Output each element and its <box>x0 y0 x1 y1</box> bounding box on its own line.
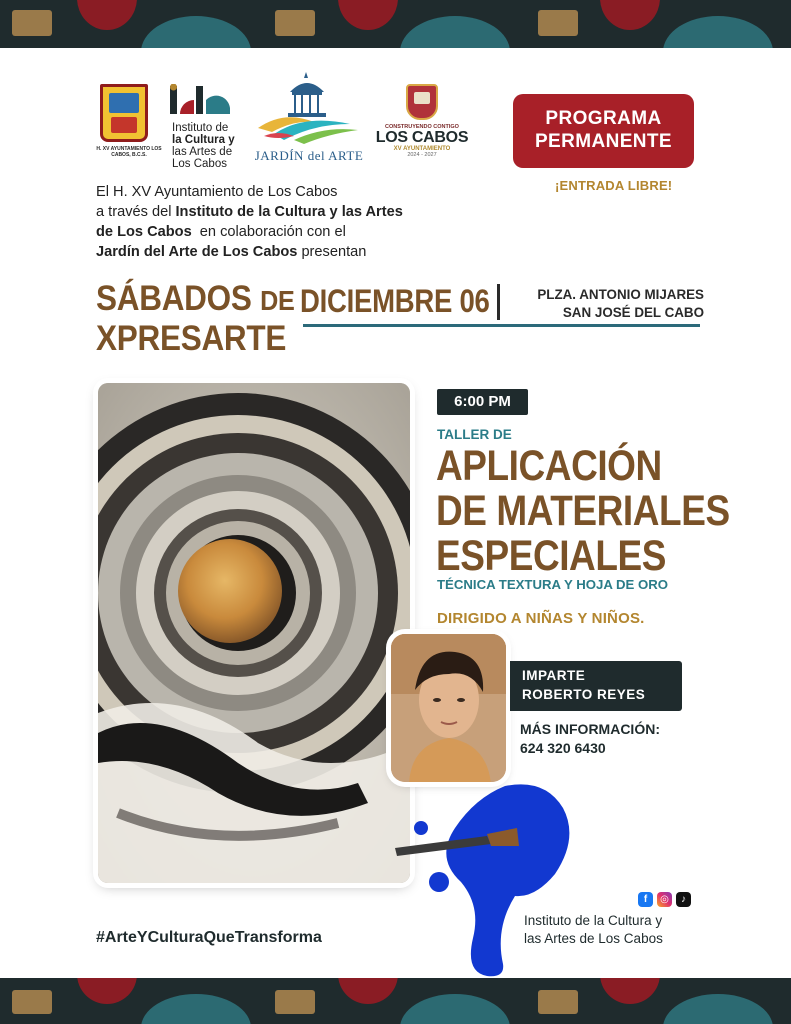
los-cabos-tagline: CONSTRUYENDO CONTIGO <box>385 124 459 130</box>
workshop-technique: TÉCNICA TEXTURA Y HOJA DE ORO <box>437 577 669 592</box>
intro-text: en colaboración con el <box>191 224 346 240</box>
intro-paragraph <box>96 182 496 262</box>
icla-line: Los Cabos <box>172 158 227 170</box>
kiosk-icon <box>254 70 364 148</box>
institute-line: Instituto de la Cultura y <box>524 913 663 928</box>
icla-mark-icon <box>170 84 234 116</box>
event-place <box>508 286 704 322</box>
institute-line: las Artes de Los Cabos <box>524 931 663 946</box>
instructor-name: ROBERTO REYES <box>522 687 646 702</box>
workshop-title-line: DE MATERIALES <box>436 487 730 535</box>
tiktok-icon[interactable]: ♪ <box>676 892 691 907</box>
los-cabos-name: LOS CABOS <box>375 129 469 146</box>
title-de: DE <box>260 285 295 316</box>
workshop-title <box>436 444 730 579</box>
intro-line <box>96 222 496 242</box>
los-cabos-years: 2024 - 2027 <box>407 152 437 158</box>
intro-text: a través del <box>96 204 176 220</box>
top-decorative-border <box>0 0 791 48</box>
hashtag: #ArteYCulturaQueTransforma <box>96 929 322 946</box>
institute-name <box>524 912 663 948</box>
instagram-icon[interactable]: ◎ <box>657 892 672 907</box>
title-line: XPRESARTE <box>96 319 287 358</box>
intro-line <box>96 242 496 262</box>
workshop-label: TALLER DE <box>437 427 512 442</box>
los-cabos-sub: XV AYUNTAMIENTO <box>393 146 451 152</box>
event-title <box>96 280 295 358</box>
intro-text-bold: Instituto de la Cultura y las Artes <box>175 204 403 220</box>
artwork-image <box>98 383 410 883</box>
icla-line: Instituto de <box>172 122 229 134</box>
icla-logo <box>170 84 250 174</box>
instructor-label <box>510 661 682 711</box>
imparte-label: IMPARTE <box>522 668 586 683</box>
bottom-decorative-border <box>0 978 791 1024</box>
jardin-caption: JARDÍN del ARTE <box>254 148 364 163</box>
programa-permanente-badge <box>513 94 694 168</box>
icla-name <box>172 122 235 170</box>
more-info <box>520 720 660 758</box>
ayuntamiento-logo <box>96 84 162 164</box>
intro-line <box>96 202 496 222</box>
info-phone: 624 320 6430 <box>520 740 606 756</box>
facebook-icon[interactable]: f <box>638 892 653 907</box>
title-text: SÁBADOS <box>96 279 261 318</box>
los-cabos-crest-icon <box>406 84 438 120</box>
intro-line <box>96 182 496 202</box>
workshop-title-line: ESPECIALES <box>436 532 666 580</box>
icla-line: las Artes de <box>172 146 233 158</box>
social-icons <box>638 892 691 907</box>
place-line: PLZA. ANTONIO MIJARES <box>537 287 704 302</box>
title-line <box>96 280 295 320</box>
intro-text: El H. XV Ayuntamiento de Los Cabos <box>96 184 338 200</box>
los-cabos-logo <box>372 84 472 174</box>
ayuntamiento-caption: H. XV AYUNTAMIENTO LOS CABOS, B.C.S. <box>96 146 162 158</box>
event-date: DICIEMBRE 06 <box>300 283 490 319</box>
badge-line: PERMANENTE <box>534 131 672 152</box>
jardin-del-arte-logo <box>254 70 364 170</box>
underline-divider <box>303 324 700 327</box>
event-time-badge: 6:00 PM <box>437 389 528 415</box>
paint-splash-icon <box>395 778 585 978</box>
place-line: SAN JOSÉ DEL CABO <box>562 305 704 320</box>
divider <box>497 284 500 320</box>
intro-text-bold: Jardín del Arte de Los Cabos <box>96 244 298 260</box>
badge-line: PROGRAMA <box>545 108 662 129</box>
icla-line: la Cultura y <box>172 134 235 146</box>
intro-text-bold: de Los Cabos <box>96 224 192 240</box>
workshop-audience: DIRIGIDO A NIÑAS Y NIÑOS. <box>437 610 645 627</box>
instructor-photo <box>391 634 506 782</box>
entrada-libre-text: ¡ENTRADA LIBRE! <box>555 178 673 193</box>
intro-text: presentan <box>297 244 367 260</box>
workshop-title-line: APLICACIÓN <box>436 442 662 490</box>
info-label: MÁS INFORMACIÓN: <box>520 721 660 737</box>
coat-of-arms-icon <box>100 84 148 142</box>
